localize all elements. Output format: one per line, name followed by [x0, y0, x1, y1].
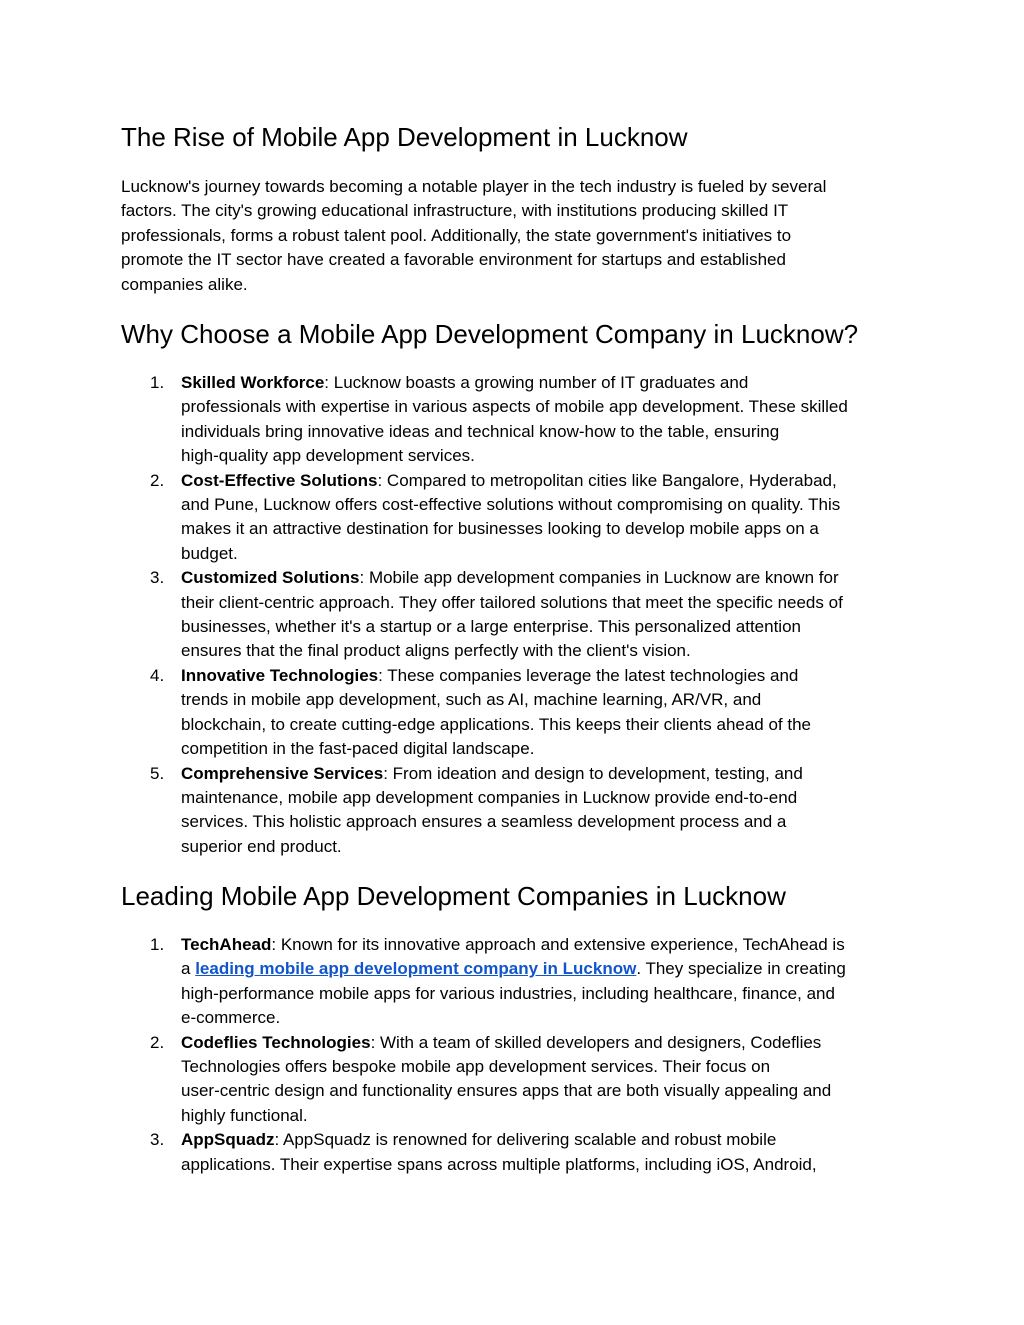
- list-item: [121, 933, 911, 1031]
- list-number: 5.: [150, 763, 165, 783]
- item-title: Skilled Workforce: [181, 373, 325, 392]
- item-text: budget.: [181, 543, 238, 563]
- intro-paragraph: [121, 175, 901, 297]
- item-text: maintenance, mobile app development companies in Lucknow provide end-to-end: [181, 787, 798, 807]
- paragraph-line: companies alike.: [121, 274, 248, 294]
- item-text: trends in mobile app development, such as AI, machine learning, AR/VR, and: [181, 690, 762, 710]
- item-title: AppSquadz: [181, 1130, 275, 1150]
- item-text: professionals with expertise in various aspects of mobile app development. These skilled: [181, 397, 848, 417]
- list-number: 3.: [150, 568, 165, 588]
- item-text: : AppSquadz is renowned for delivering scalable and robust mobile: [274, 1130, 777, 1150]
- item-text: : These companies leverage the latest technologies and: [378, 665, 799, 685]
- paragraph-line: professionals, forms a robust talent pool. Additionally, the state government's initiatives to: [121, 225, 792, 245]
- item-text: e-commerce.: [181, 1008, 281, 1028]
- list-number: 1.: [150, 373, 165, 392]
- item-text: a: [181, 959, 196, 979]
- item-title: Cost-Effective Solutions: [181, 470, 378, 490]
- list-number: 1.: [150, 935, 165, 954]
- item-text: high-quality app development services.: [181, 446, 475, 466]
- section-heading-rise: The Rise of Mobile App Development in Lucknow: [121, 122, 688, 152]
- list-number: 3.: [150, 1130, 165, 1150]
- section-heading-why-choose: Why Choose a Mobile App Development Company in Lucknow?: [121, 319, 859, 349]
- list-number: 2.: [150, 470, 165, 490]
- item-title: TechAhead: [181, 935, 272, 954]
- item-text: individuals bring innovative ideas and technical know-how to the table, ensuring: [181, 421, 780, 441]
- paragraph-line: promote the IT sector have created a favorable environment for startups and established: [121, 250, 786, 270]
- list-item: [121, 664, 911, 762]
- list-item: [121, 1128, 911, 1177]
- item-text: makes it an attractive destination for businesses looking to develop mobile apps on a: [181, 519, 819, 539]
- company-link[interactable]: leading mobile app development company in Lucknow: [195, 959, 637, 979]
- list-item: [121, 371, 911, 469]
- item-text: and Pune, Lucknow offers cost-effective solutions without compromising on quality. This: [181, 495, 841, 515]
- item-text: : With a team of skilled developers and designers, Codeflies: [370, 1032, 822, 1052]
- item-title: Customized Solutions: [181, 568, 360, 588]
- companies-list: [121, 933, 911, 1177]
- list-number: 4.: [150, 665, 165, 685]
- item-text: user-centric design and functionality ensures apps that are both visually appealing and: [181, 1081, 832, 1101]
- paragraph-line: Lucknow's journey towards becoming a notable player in the tech industry is fueled by several: [121, 177, 827, 196]
- section-heading-leading-companies: Leading Mobile App Development Companies in Lucknow: [121, 881, 786, 911]
- item-text: Technologies offers bespoke mobile app development services. Their focus on: [181, 1057, 771, 1077]
- list-item: [121, 469, 911, 567]
- list-item: [121, 1031, 911, 1129]
- item-text: high-performance mobile apps for various industries, including healthcare, finance, and: [181, 983, 835, 1003]
- list-item: [121, 566, 911, 664]
- item-text: : From ideation and design to development, testing, and: [383, 763, 803, 783]
- reasons-list: [121, 371, 911, 859]
- list-number: 2.: [150, 1032, 165, 1052]
- item-text: businesses, whether it's a startup or a large enterprise. This personalized attention: [181, 617, 801, 637]
- list-item: [121, 762, 911, 860]
- item-text: competition in the fast-paced digital landscape.: [181, 739, 535, 759]
- paragraph-line: factors. The city's growing educational infrastructure, with institutions producing skilled IT: [121, 201, 789, 221]
- item-text: superior end product.: [181, 836, 342, 856]
- item-text: blockchain, to create cutting-edge applications. This keeps their clients ahead of the: [181, 714, 812, 734]
- item-text: services. This holistic approach ensures a seamless development process and a: [181, 812, 787, 832]
- item-text: : Compared to metropolitan cities like Bangalore, Hyderabad,: [377, 470, 837, 490]
- item-text: : Mobile app development companies in Lucknow are known for: [359, 568, 839, 588]
- item-title: Innovative Technologies: [181, 665, 379, 685]
- item-text: : Lucknow boasts a growing number of IT graduates and: [324, 373, 749, 392]
- item-text: their client-centric approach. They offer tailored solutions that meet the specific needs of: [181, 592, 843, 612]
- item-text: : Known for its innovative approach and extensive experience, TechAhead is: [271, 935, 845, 954]
- item-text: . They specialize in creating: [636, 959, 846, 979]
- item-text: ensures that the final product aligns perfectly with the client's vision.: [181, 641, 691, 661]
- item-text: highly functional.: [181, 1105, 308, 1125]
- item-title: Codeflies Technologies: [181, 1032, 371, 1052]
- item-title: Comprehensive Services: [181, 763, 384, 783]
- item-text: applications. Their expertise spans across multiple platforms, including iOS, Android,: [181, 1154, 817, 1174]
